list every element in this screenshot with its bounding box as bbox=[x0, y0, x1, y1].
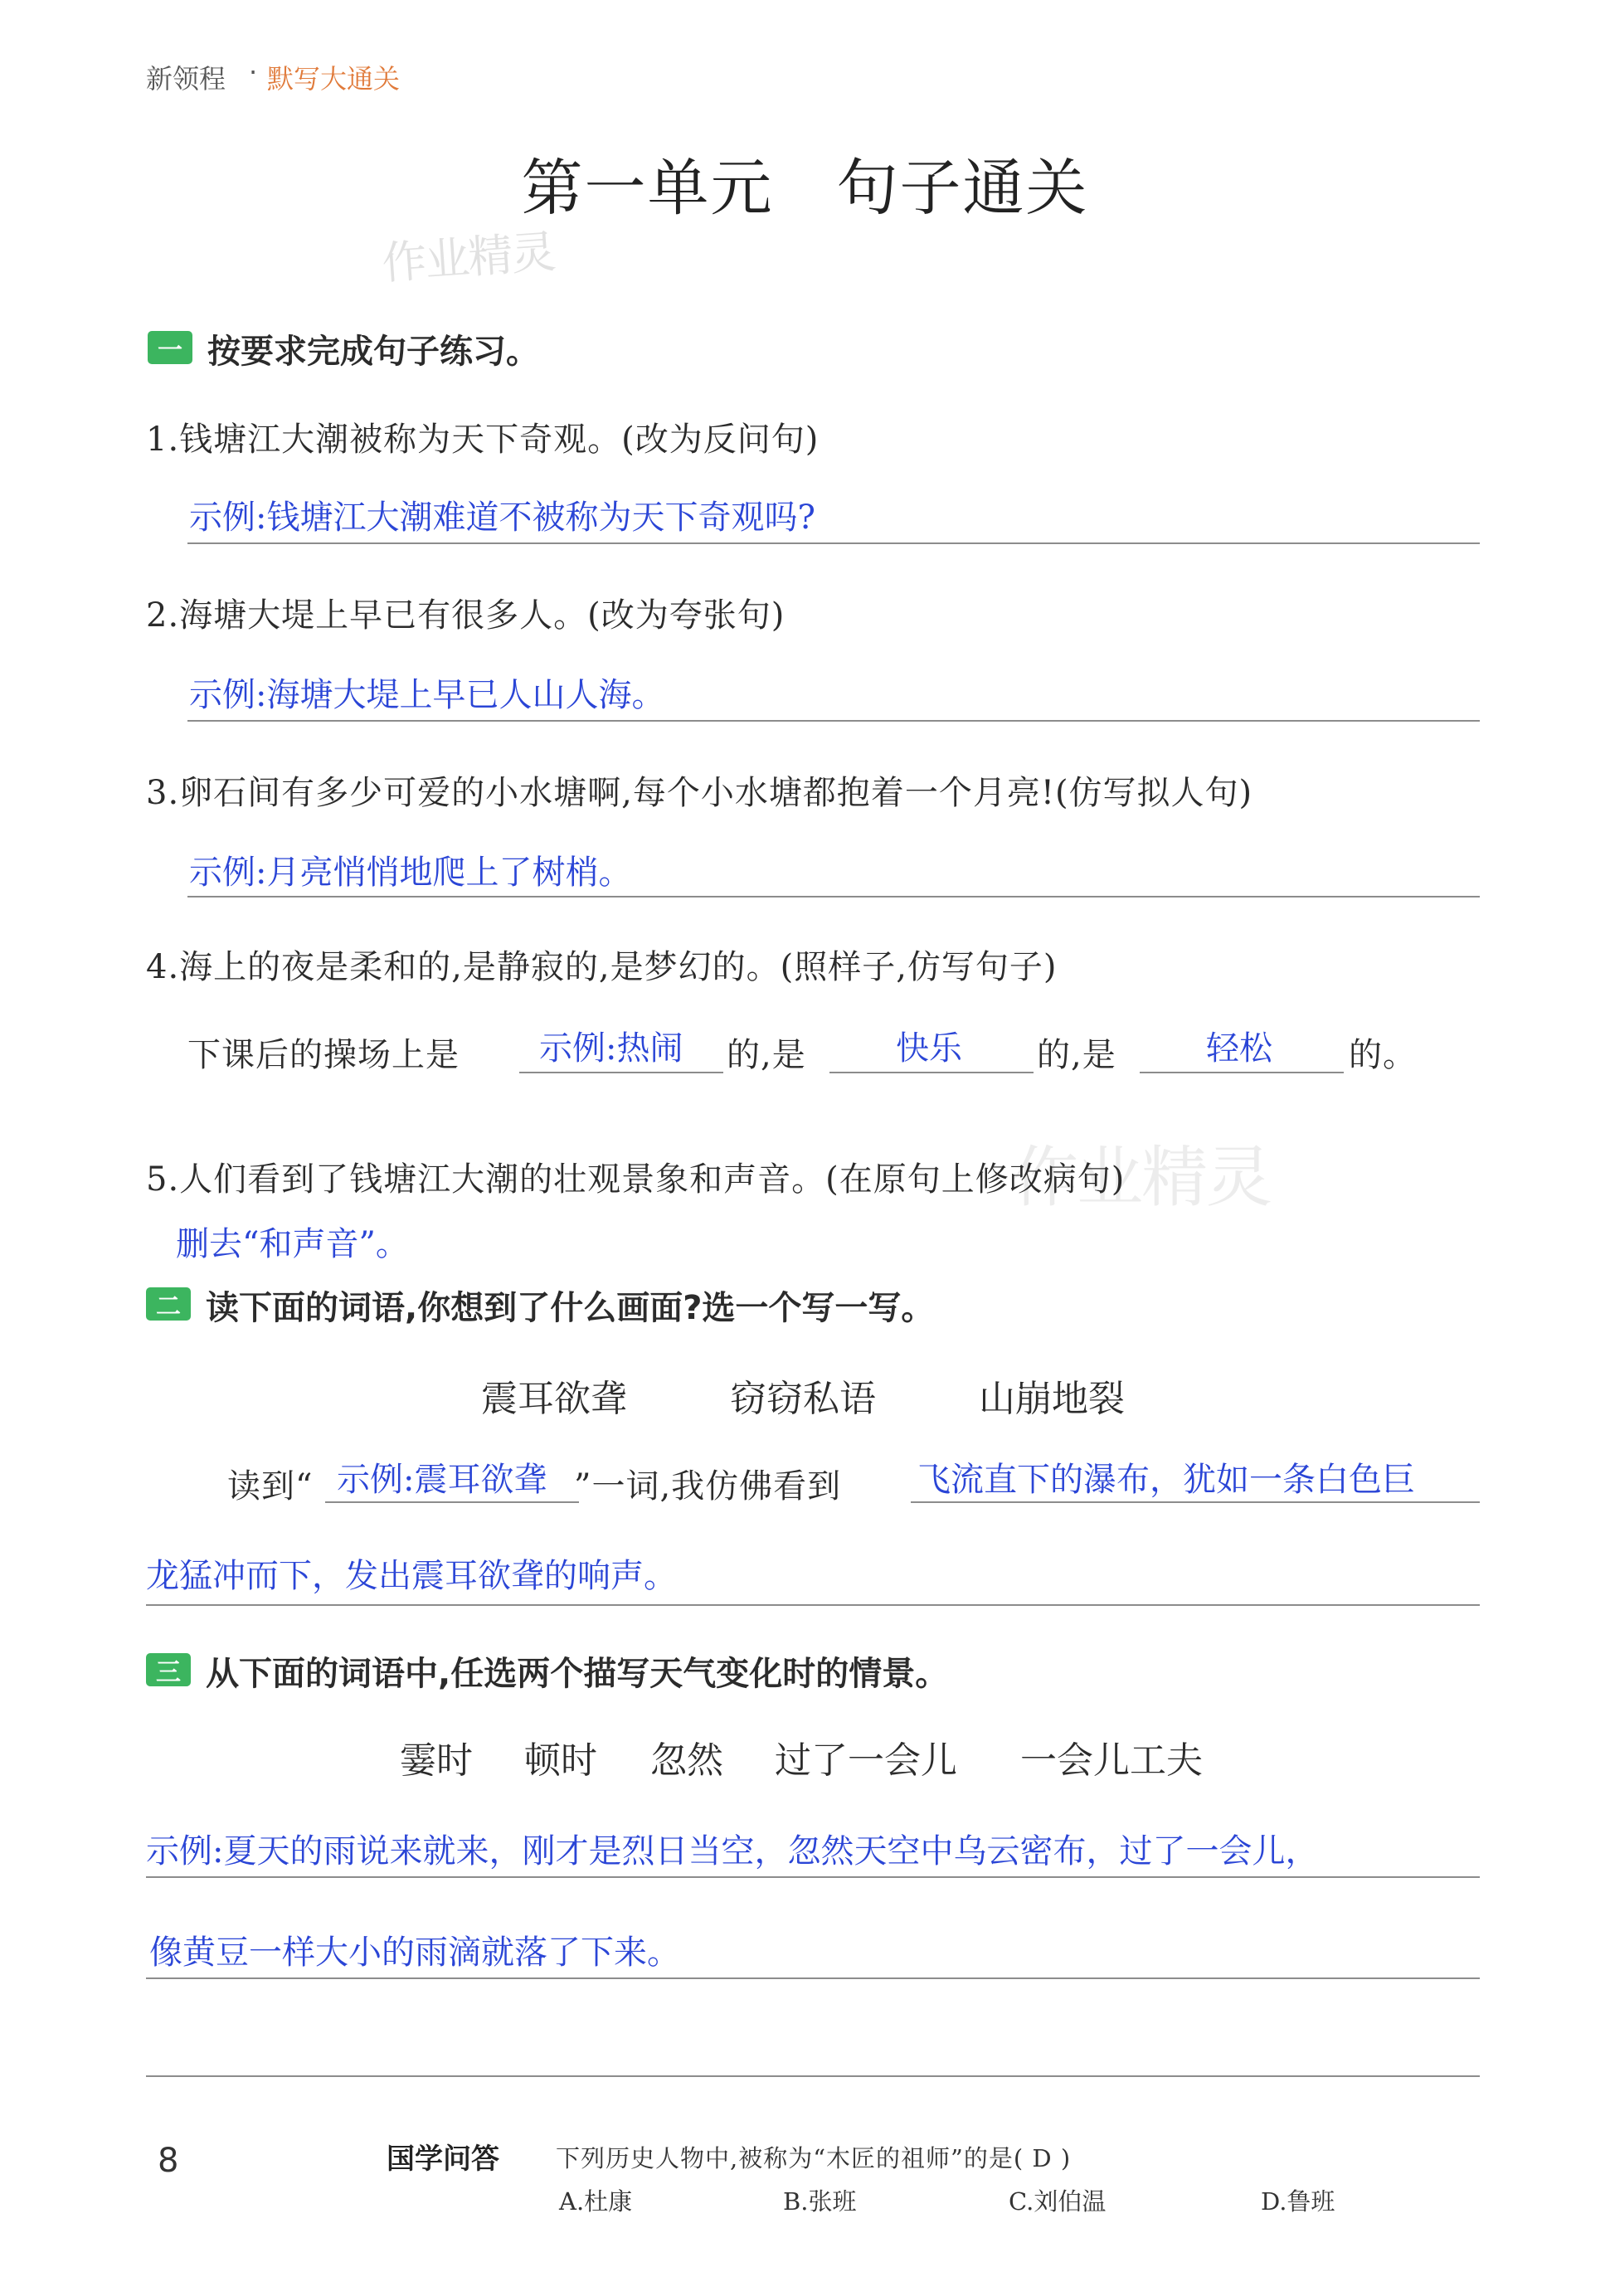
quiz-option-c: C.刘伯温 bbox=[1009, 2187, 1107, 2216]
answer-line bbox=[146, 1977, 1480, 1979]
answer-line bbox=[911, 1501, 1480, 1503]
section-badge-1: 一 bbox=[148, 331, 192, 364]
answer-line bbox=[146, 2075, 1480, 2077]
page-number: 8 bbox=[158, 2142, 179, 2180]
header-separator: · bbox=[249, 56, 258, 88]
word-item: 忽然 bbox=[650, 1739, 723, 1782]
question-4-mid-1: 的,是 bbox=[727, 1036, 806, 1074]
brand-name: 新领程 bbox=[146, 63, 226, 95]
question-2-prompt: 2.海塘大堤上早已有很多人。(改为夸张句) bbox=[146, 596, 786, 635]
word-item: 山崩地裂 bbox=[979, 1378, 1125, 1420]
word-item: 窃窃私语 bbox=[730, 1378, 876, 1420]
quiz-option-a: A.杜康 bbox=[559, 2187, 633, 2216]
section-heading-2: 读下面的词语,你想到了什么画面?选一个写一写。 bbox=[206, 1289, 935, 1327]
question-4-blank-1: 示例:热闹 bbox=[539, 1029, 683, 1068]
section-2-answer-line-2: 龙猛冲而下，发出震耳欲聋的响声。 bbox=[146, 1557, 677, 1595]
answer-line bbox=[146, 1604, 1480, 1606]
section-3-answer-line-1: 示例:夏天的雨说来就来，刚才是烈日当空，忽然天空中乌云密布，过了一会儿， bbox=[146, 1832, 1319, 1870]
word-item: 顿时 bbox=[524, 1739, 597, 1782]
section-heading-1: 按要求完成句子练习。 bbox=[207, 333, 539, 371]
question-4-blank-3: 轻松 bbox=[1206, 1029, 1272, 1068]
section-2-chosen-word: 示例:震耳欲聋 bbox=[337, 1461, 547, 1499]
watermark-logo-center: 作业精灵 bbox=[1012, 1139, 1271, 1216]
section-2-mid: ”一词,我仿佛看到 bbox=[574, 1467, 842, 1506]
answer-line bbox=[146, 1876, 1480, 1878]
word-item: 一会儿工夫 bbox=[1020, 1739, 1203, 1782]
page-title: 第一单元 句子通关 bbox=[521, 153, 1089, 224]
section-heading-3: 从下面的词语中,任选两个描写天气变化时的情景。 bbox=[206, 1655, 949, 1693]
question-3-answer: 示例:月亮悄悄地爬上了树梢。 bbox=[189, 854, 632, 892]
question-4-prompt: 4.海上的夜是柔和的,是静寂的,是梦幻的。(照样子,仿写句子) bbox=[146, 948, 1058, 986]
quiz-question: 下列历史人物中,被称为“木匠的祖师”的是( D ) bbox=[556, 2144, 1072, 2172]
section-3-answer-line-2: 像黄豆一样大小的雨滴就落了下来。 bbox=[149, 1934, 680, 1972]
question-4-lead: 下课后的操场上是 bbox=[187, 1036, 460, 1074]
question-1-prompt: 1.钱塘江大潮被称为天下奇观。(改为反问句) bbox=[146, 421, 820, 459]
question-4-end: 的。 bbox=[1349, 1036, 1417, 1074]
section-2-answer-line-1: 飞流直下的瀑布，犹如一条白色巨 bbox=[917, 1461, 1415, 1499]
word-item: 霎时 bbox=[400, 1739, 473, 1782]
fill-blank-line bbox=[829, 1072, 1034, 1073]
answer-line bbox=[187, 896, 1480, 897]
fill-blank-line bbox=[519, 1072, 723, 1073]
question-1-answer: 示例:钱塘江大潮难道不被称为天下奇观吗? bbox=[189, 499, 815, 537]
watermark-logo: 作业精灵 bbox=[380, 225, 557, 290]
question-4-mid-2: 的,是 bbox=[1037, 1036, 1116, 1074]
quiz-option-b: B.张班 bbox=[783, 2187, 857, 2216]
section-badge-2: 二 bbox=[146, 1287, 191, 1321]
fill-blank-line bbox=[325, 1501, 579, 1503]
question-4-blank-2: 快乐 bbox=[896, 1029, 962, 1068]
question-2-answer: 示例:海塘大堤上早已人山人海。 bbox=[189, 676, 665, 714]
question-3-prompt: 3.卵石间有多少可爱的小水塘啊,每个小水塘都抱着一个月亮!(仿写拟人句) bbox=[146, 774, 1253, 812]
question-5-prompt: 5.人们看到了钱塘江大潮的壮观景象和声音。(在原句上修改病句) bbox=[146, 1160, 1126, 1199]
section-2-lead: 读到“ bbox=[227, 1467, 314, 1506]
word-item: 过了一会儿 bbox=[775, 1739, 957, 1782]
question-5-answer: 删去“和声音”。 bbox=[176, 1225, 409, 1263]
fill-blank-line bbox=[1140, 1072, 1344, 1073]
series-name: 默写大通关 bbox=[267, 63, 401, 95]
quiz-option-d: D.鲁班 bbox=[1261, 2187, 1335, 2216]
quiz-label: 国学问答 bbox=[387, 2143, 499, 2176]
answer-line bbox=[187, 720, 1480, 722]
section-badge-3: 三 bbox=[146, 1653, 191, 1686]
answer-line bbox=[187, 542, 1480, 544]
word-item: 震耳欲聋 bbox=[481, 1378, 627, 1420]
